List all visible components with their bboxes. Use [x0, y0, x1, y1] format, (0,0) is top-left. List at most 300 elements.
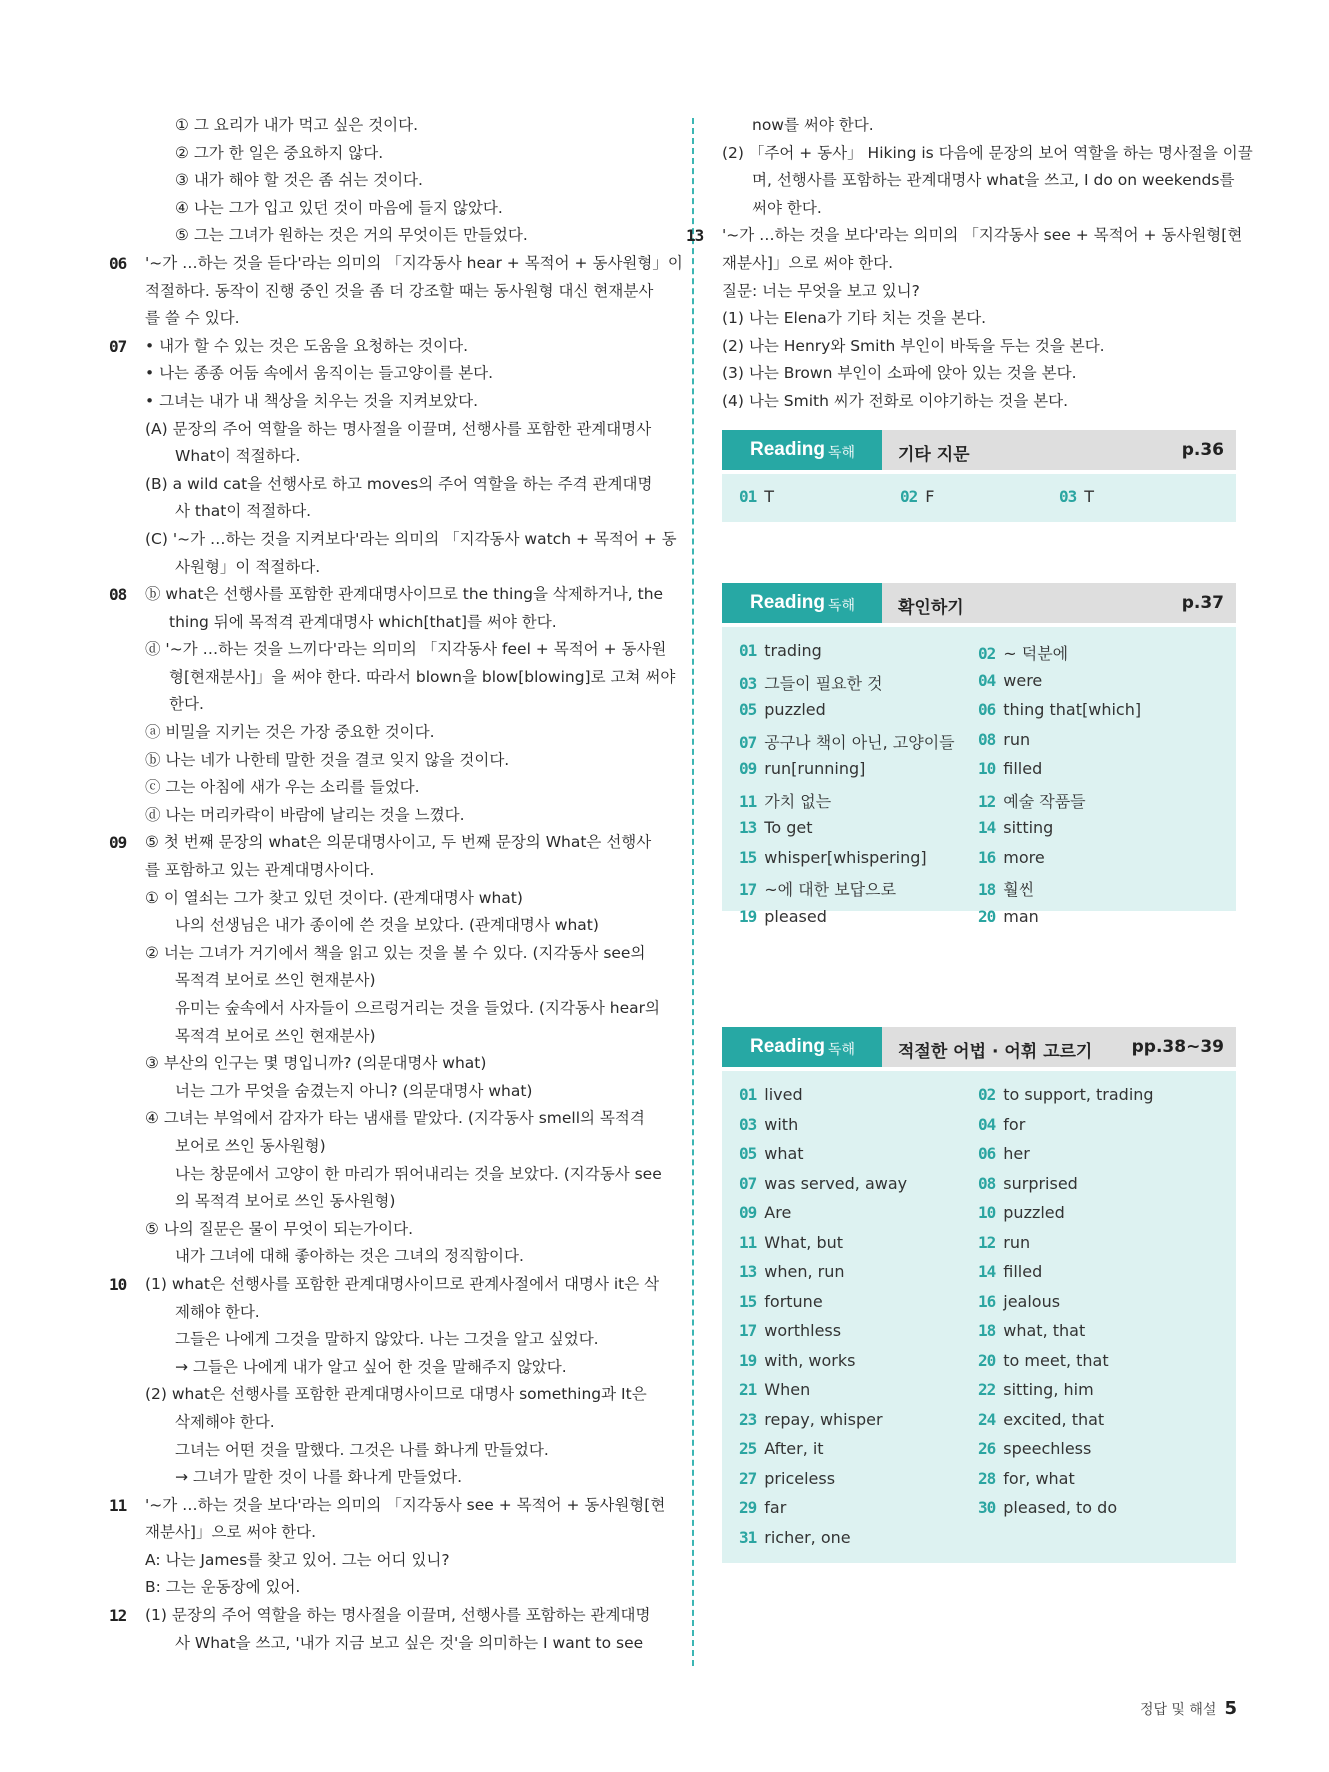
answer-number: 07	[739, 1173, 757, 1193]
line-text: 보어로 쓰인 동사원형)	[175, 1136, 326, 1155]
text-line	[145, 1050, 665, 1078]
question-number: 07	[109, 336, 127, 356]
text-line	[722, 388, 1237, 416]
line-text: What이 적절하다.	[175, 447, 301, 466]
answer-value: run	[1003, 1232, 1031, 1252]
text-line	[145, 1630, 665, 1658]
answer-item	[739, 848, 927, 867]
question-number: 06	[109, 253, 127, 273]
answer-number: 26	[978, 1439, 996, 1458]
text-line	[145, 1161, 665, 1189]
answer-item	[739, 759, 865, 778]
answer-number: 14	[978, 1262, 996, 1281]
answer-value: for, what	[1003, 1468, 1075, 1488]
text-line	[722, 112, 1237, 140]
answer-item	[978, 759, 1042, 778]
answer-item	[978, 730, 1030, 749]
text-line	[145, 995, 665, 1023]
answer-number: 01	[739, 1085, 757, 1104]
answer-item	[978, 1439, 1091, 1458]
line-text: ⓑ 나는 네가 나한테 말한 것을 결코 잊지 않을 것이다.	[145, 750, 510, 769]
answer-value: filled	[1003, 759, 1043, 778]
box-header	[722, 1027, 1236, 1067]
box-title: 적절한 어법 · 어휘 고르기	[898, 1042, 1093, 1062]
answer-item	[978, 641, 1068, 664]
question-line	[109, 1602, 665, 1630]
line-text: • 그녀는 내가 내 책상을 치우는 것을 지켜보았다.	[145, 391, 479, 410]
answer-value: her	[1003, 1144, 1030, 1163]
answer-value: Are	[764, 1203, 792, 1222]
box-page: p.37	[1181, 593, 1224, 613]
answer-value: 훨씬	[1003, 880, 1035, 899]
text-line	[722, 195, 1237, 223]
answer-item	[978, 848, 1045, 867]
answer-item	[978, 907, 1039, 926]
reading-tag	[722, 430, 882, 470]
answer-number: 13	[739, 1262, 757, 1281]
tag-sub: 독해	[828, 444, 856, 460]
question-number: 08	[109, 585, 127, 605]
line-text: 재분사]」으로 써야 한다.	[145, 1523, 317, 1542]
answer-item	[739, 818, 812, 837]
text-line	[145, 416, 665, 444]
text-line	[145, 719, 665, 747]
question-line	[109, 829, 665, 857]
answer-value: were	[1003, 670, 1043, 690]
answer-item	[739, 1262, 845, 1281]
line-text: ⓓ 나는 머리카락이 바람에 날리는 것을 느꼈다.	[145, 805, 465, 824]
text-line	[145, 498, 665, 526]
answer-item	[739, 1144, 804, 1163]
answer-number: 20	[978, 906, 996, 926]
answer-item	[978, 1410, 1104, 1429]
answer-number: 06	[978, 700, 996, 719]
answer-item	[739, 1174, 907, 1193]
page-number: 5	[1224, 1698, 1237, 1719]
answer-number: 06	[978, 1144, 996, 1163]
answer-number: 07	[739, 732, 757, 752]
answer-value: sitting	[1003, 818, 1054, 837]
answer-number: 02	[978, 1085, 996, 1104]
answer-item	[739, 641, 822, 660]
line-text: 를 포함하고 있는 관계대명사이다.	[145, 861, 375, 880]
answer-value: to support, trading	[1003, 1085, 1154, 1104]
answer-value: F	[925, 487, 935, 506]
question-number: 10	[109, 1274, 127, 1294]
reading-tag	[722, 583, 882, 623]
answer-item	[739, 730, 955, 753]
text-line	[145, 691, 665, 719]
answer-value: sitting, him	[1003, 1380, 1094, 1399]
line-text: ④ 나는 그가 입고 있던 것이 마음에 들지 않았다.	[175, 198, 503, 217]
left-column	[109, 112, 683, 1657]
line-text: → 그들은 나에게 내가 알고 싶어 한 것을 말해주지 않았다.	[175, 1357, 567, 1376]
text-line	[145, 940, 665, 968]
text-line	[145, 1437, 665, 1465]
line-text: ④ 그녀는 부엌에서 감자가 타는 냄새를 맡았다. (지각동사 smell의 목적격	[145, 1109, 645, 1128]
answer-item	[978, 1144, 1030, 1163]
question-number: 12	[109, 1606, 127, 1626]
answer-value: puzzled	[764, 700, 826, 719]
answer-item	[978, 1380, 1094, 1399]
line-text: ② 너는 그녀가 거기에서 책을 읽고 있는 것을 볼 수 있다. (지각동사 see의	[145, 943, 646, 962]
answer-item	[978, 1469, 1075, 1488]
text-line	[145, 747, 665, 775]
line-text: ③ 내가 해야 할 것은 좀 쉬는 것이다.	[175, 171, 423, 190]
answer-number: 16	[978, 847, 996, 867]
line-text: 사원형」이 적절하다.	[175, 557, 321, 576]
answer-item	[739, 1410, 883, 1429]
text-line	[145, 1409, 665, 1437]
answer-value: run[running]	[764, 759, 866, 778]
answer-number: 19	[739, 906, 757, 926]
text-line	[145, 967, 665, 995]
text-line	[145, 1105, 665, 1133]
line-text: 를 쓸 수 있다.	[145, 309, 240, 328]
text-line	[145, 664, 676, 692]
reading-box-grammar	[722, 1027, 1236, 1563]
box-header	[722, 583, 1236, 623]
line-text: (A) 문장의 주어 역할을 하는 명사절을 이끌며, 선행사를 포함한 관계대명사	[145, 419, 652, 438]
text-line	[145, 471, 665, 499]
line-text: (4) 나는 Smith 씨가 전화로 이야기하는 것을 본다.	[722, 391, 1069, 410]
line-text: 유미는 숲속에서 사자들이 으르렁거리는 것을 들었다. (지각동사 hear의	[175, 999, 660, 1017]
answer-value: 예술 작품들	[1003, 791, 1086, 811]
line-text: 사 What을 쓰고, '내가 지금 보고 싶은 것'을 의미하는 I want to see	[175, 1633, 644, 1652]
tag-main: Reading	[750, 1036, 825, 1057]
answer-value: filled	[1003, 1262, 1043, 1281]
question-number: 11	[109, 1495, 127, 1515]
answer-value: was served, away	[764, 1173, 908, 1193]
tag-main: Reading	[750, 439, 825, 460]
page-footer	[1140, 1698, 1237, 1719]
answer-item	[739, 1528, 851, 1547]
answer-item	[739, 487, 774, 506]
answer-number: 09	[739, 1203, 757, 1222]
line-text: (2) 나는 Henry와 Smith 부인이 바둑을 두는 것을 본다.	[722, 336, 1105, 355]
question-line	[109, 1492, 666, 1520]
answer-value: for	[1003, 1114, 1026, 1134]
text-line	[145, 140, 665, 168]
answer-value: what, that	[1003, 1321, 1086, 1340]
question-line	[109, 581, 665, 609]
answer-item	[978, 818, 1053, 837]
text-line	[145, 1464, 665, 1492]
question-line	[109, 333, 665, 361]
answer-item	[739, 1380, 810, 1399]
answer-item	[739, 789, 831, 812]
answer-number: 09	[739, 759, 757, 778]
text-line	[145, 1326, 665, 1354]
text-line	[722, 333, 1237, 361]
answer-number: 11	[739, 791, 757, 811]
text-line	[145, 1188, 665, 1216]
answer-number: 14	[978, 818, 996, 837]
answer-value: thing that[which]	[1003, 700, 1142, 719]
question-line	[109, 1271, 665, 1299]
answer-number: 04	[978, 670, 996, 690]
line-text: '~가 …하는 것을 보다'라는 의미의 「지각동사 see + 목적어 + 동사원형[현	[722, 226, 1243, 245]
line-text: 재분사]」으로 써야 한다.	[722, 253, 894, 272]
text-line	[722, 140, 1253, 168]
text-line	[145, 554, 665, 582]
line-text: 삭제해야 한다.	[175, 1412, 275, 1431]
text-line	[722, 250, 1237, 278]
question-number: 09	[109, 833, 127, 853]
answer-number: 23	[739, 1409, 757, 1429]
text-line	[145, 1354, 665, 1382]
answer-item	[739, 1498, 786, 1517]
answer-item	[978, 1174, 1078, 1193]
text-line	[145, 1023, 665, 1051]
line-text: 그들은 나에게 그것을 말하지 않았다. 나는 그것을 알고 싶었다.	[175, 1330, 599, 1349]
line-text: 제해야 한다.	[175, 1302, 260, 1321]
box-header	[722, 430, 1236, 470]
answer-item	[739, 700, 826, 719]
answer-value: 그들이 필요한 것	[764, 673, 883, 693]
answer-item	[739, 907, 827, 926]
question-line	[686, 222, 1243, 250]
question-line	[109, 250, 683, 278]
line-text: A: 나는 James를 찾고 있어. 그는 어디 있니?	[145, 1550, 450, 1569]
answer-value: puzzled	[1003, 1203, 1065, 1222]
answer-value: priceless	[764, 1468, 836, 1488]
answer-number: 05	[739, 700, 757, 719]
answer-number: 27	[739, 1468, 757, 1488]
text-line	[145, 1133, 665, 1161]
answer-item	[739, 1292, 823, 1311]
answer-value: What, but	[764, 1232, 844, 1252]
answer-number: 02	[978, 644, 996, 663]
answer-number: 03	[739, 1114, 757, 1134]
line-text: → 그녀가 말한 것이 나를 화나게 만들었다.	[175, 1468, 463, 1487]
answer-item	[978, 1498, 1117, 1517]
line-text: (1) what은 선행사를 포함한 관계대명사이므로 관계사절에서 대명사 it은 삭	[145, 1274, 660, 1293]
tag-main: Reading	[750, 592, 825, 613]
answer-number: 16	[978, 1291, 996, 1311]
answer-value: run	[1003, 729, 1031, 749]
text-line	[145, 912, 665, 940]
answer-number: 25	[739, 1439, 757, 1458]
line-text: '~가 …하는 것을 보다'라는 의미의 「지각동사 see + 목적어 + 동사원형[현	[145, 1495, 666, 1514]
answer-item	[978, 877, 1034, 900]
line-text: • 나는 종종 어둠 속에서 움직이는 들고양이를 본다.	[145, 364, 494, 383]
line-text: (3) 나는 Brown 부인이 소파에 앉아 있는 것을 본다.	[722, 364, 1077, 383]
answer-item	[739, 1439, 824, 1458]
answer-value: pleased	[764, 906, 827, 926]
column-divider	[692, 118, 694, 1666]
text-line	[145, 857, 665, 885]
answer-item	[739, 1351, 855, 1370]
answer-number: 21	[739, 1380, 757, 1399]
line-text: ③ 부산의 인구는 몇 명입니까? (의문대명사 what)	[145, 1054, 487, 1073]
line-text: ⑤ 나의 질문은 물이 무엇이 되는가이다.	[145, 1219, 414, 1238]
answer-value: To get	[764, 818, 813, 837]
text-line	[145, 774, 665, 802]
answer-value: more	[1003, 847, 1045, 867]
answer-value: T	[1084, 487, 1095, 506]
line-text: 나의 선생님은 내가 종이에 쓴 것을 보았다. (관계대명사 what)	[175, 916, 599, 935]
reading-box-check	[722, 583, 1236, 926]
text-line	[722, 167, 1237, 195]
line-text: 목적격 보어로 쓰인 현재분사)	[175, 1026, 376, 1045]
line-text: • 내가 할 수 있는 것은 도움을 요청하는 것이다.	[145, 336, 469, 355]
answer-value: worthless	[764, 1321, 842, 1340]
reading-tag	[722, 1027, 882, 1067]
line-text: ⓓ '~가 …하는 것을 느끼다'라는 의미의 「지각동사 feel + 목적어 + 동사원	[145, 640, 667, 659]
answer-number: 22	[978, 1380, 996, 1399]
line-text: 의 목적격 보어로 쓰인 동사원형)	[175, 1192, 396, 1211]
line-text: 내가 그녀에 대해 좋아하는 것은 그녀의 정직함이다.	[175, 1247, 524, 1266]
answer-number: 10	[978, 759, 996, 778]
line-text: (B) a wild cat을 선행사로 하고 moves의 주어 역할을 하는 주격 관계대명	[145, 474, 653, 493]
answer-value: lived	[764, 1085, 803, 1104]
tag-sub: 독해	[828, 1041, 856, 1057]
text-line	[145, 167, 665, 195]
box-title: 확인하기	[898, 598, 964, 618]
line-text: 써야 한다.	[752, 198, 822, 217]
answer-number: 02	[900, 487, 918, 506]
answer-number: 08	[978, 729, 996, 749]
answer-value: trading	[764, 641, 822, 660]
answer-number: 01	[739, 641, 757, 660]
box-page: pp.38~39	[1131, 1037, 1224, 1057]
text-line	[722, 360, 1237, 388]
answer-number: 17	[739, 1321, 757, 1340]
text-line	[145, 636, 665, 664]
answer-item	[900, 487, 934, 506]
text-line	[145, 195, 665, 223]
line-text: ① 이 열쇠는 그가 찾고 있던 것이다. (관계대명사 what)	[145, 888, 523, 907]
answer-item	[739, 1085, 803, 1104]
text-line	[145, 1216, 665, 1244]
text-line	[145, 278, 665, 306]
answer-value: to meet, that	[1003, 1350, 1109, 1370]
answer-number: 29	[739, 1498, 757, 1517]
line-text: 나는 창문에서 고양이 한 마리가 뛰어내리는 것을 보았다. (지각동사 see	[175, 1164, 662, 1183]
answer-item	[978, 1351, 1109, 1370]
line-text: (2) 「주어 + 동사」 Hiking is 다음에 문장의 보어 역할을 하는 명사절을 이끌	[722, 143, 1253, 162]
line-text: (1) 문장의 주어 역할을 하는 명사절을 이끌며, 선행사를 포함하는 관계대명	[145, 1606, 651, 1625]
text-line	[145, 443, 665, 471]
answer-number: 13	[739, 818, 757, 837]
answer-item	[978, 1262, 1042, 1281]
answer-number: 03	[1059, 487, 1077, 506]
text-line	[145, 1299, 665, 1327]
line-text: 너는 그가 무엇을 숨겼는지 아니? (의문대명사 what)	[175, 1081, 533, 1100]
answer-number: 15	[739, 1291, 757, 1311]
answer-item	[978, 671, 1042, 690]
answer-value: whisper[whispering]	[764, 847, 927, 867]
answer-item	[978, 1203, 1065, 1222]
line-text: thing 뒤에 목적격 관계대명사 which[that]를 써야 한다.	[169, 612, 557, 631]
line-text: (2) what은 선행사를 포함한 관계대명사이므로 대명사 something과 It은	[145, 1385, 647, 1404]
answer-number: 12	[978, 1232, 996, 1252]
answer-value: far	[764, 1498, 787, 1517]
text-line	[145, 388, 665, 416]
box-answers	[722, 474, 1236, 522]
text-line	[145, 802, 665, 830]
line-text: 사 that이 적절하다.	[175, 502, 312, 521]
text-line	[145, 1243, 665, 1271]
answer-value: speechless	[1003, 1439, 1092, 1458]
answer-item	[978, 700, 1141, 719]
line-text: ② 그가 한 일은 중요하지 않다.	[175, 143, 384, 162]
answer-item	[739, 1469, 835, 1488]
text-line	[145, 1519, 665, 1547]
footer-label: 정답 및 해설	[1139, 1702, 1217, 1718]
box-answers	[722, 627, 1236, 926]
answer-number: 03	[739, 673, 757, 693]
answer-value: ~ 덕분에	[1003, 644, 1069, 663]
answer-number: 18	[978, 1321, 996, 1340]
answer-item	[739, 671, 883, 694]
answer-value: ~에 대한 보답으로	[764, 880, 897, 899]
text-line	[145, 1547, 665, 1575]
answer-value: man	[1003, 906, 1039, 926]
answer-item	[739, 1233, 843, 1252]
answer-value: when, run	[764, 1262, 845, 1281]
line-text: ⓑ what은 선행사를 포함한 관계대명사이므로 the thing을 삭제하거나, the	[145, 585, 664, 604]
line-text: 그녀는 어떤 것을 말했다. 그것은 나를 화나게 만들었다.	[175, 1440, 549, 1459]
answer-value: jealous	[1003, 1291, 1061, 1311]
text-line	[145, 1078, 665, 1106]
line-text: ① 그 요리가 내가 먹고 싶은 것이다.	[175, 116, 419, 134]
right-column	[686, 112, 1253, 416]
answer-item	[739, 1115, 798, 1134]
line-text: B: 그는 운동장에 있어.	[145, 1578, 301, 1597]
line-text: (1) 나는 Elena가 기타 치는 것을 본다.	[722, 309, 987, 328]
answer-value: surprised	[1003, 1173, 1078, 1193]
answer-value: with	[764, 1114, 799, 1134]
answer-item	[978, 1233, 1030, 1252]
answer-item	[978, 1115, 1025, 1134]
answer-item	[739, 877, 896, 900]
answer-number: 30	[978, 1498, 996, 1517]
box-title: 기타 지문	[898, 445, 970, 465]
answer-value: 공구나 책이 아닌, 고양이들	[764, 732, 955, 752]
answer-item	[978, 1085, 1154, 1104]
answer-value: After, it	[764, 1439, 824, 1458]
answer-number: 15	[739, 847, 757, 867]
text-line	[145, 526, 677, 554]
question-number: 13	[686, 226, 704, 246]
text-line	[145, 1574, 665, 1602]
reading-box-other-passages	[722, 430, 1236, 522]
text-line	[145, 1381, 665, 1409]
line-text: ⑤ 첫 번째 문장의 what은 의문대명사이고, 두 번째 문장의 What은 선행사	[145, 833, 652, 852]
text-line	[145, 222, 665, 250]
answer-item	[978, 789, 1086, 812]
text-line	[722, 305, 1237, 333]
answer-number: 05	[739, 1144, 757, 1163]
text-line	[145, 885, 665, 913]
answer-value: 가치 없는	[764, 791, 832, 811]
text-line	[145, 112, 665, 140]
box-answers	[722, 1071, 1236, 1563]
line-text: 형[현재분사]」을 써야 한다. 따라서 blown을 blow[blowing]로 고쳐 써야	[169, 667, 676, 686]
tag-sub: 독해	[828, 597, 856, 613]
answer-value: what	[764, 1144, 804, 1163]
line-text: now를 써야 한다.	[752, 116, 874, 134]
line-text: ⓐ 비밀을 지키는 것은 가장 중요한 것이다.	[145, 723, 435, 742]
answer-item	[978, 1321, 1085, 1340]
line-text: 적절하다. 동작이 진행 중인 것을 좀 더 강조할 때는 동사원형 대신 현재분사	[145, 281, 654, 300]
line-text: 질문: 너는 무엇을 보고 있니?	[722, 281, 920, 300]
answer-number: 18	[978, 880, 996, 899]
line-text: (C) '~가 …하는 것을 지켜보다'라는 의미의 「지각동사 watch + 목적어 + 동	[145, 529, 677, 548]
answer-number: 19	[739, 1350, 757, 1370]
